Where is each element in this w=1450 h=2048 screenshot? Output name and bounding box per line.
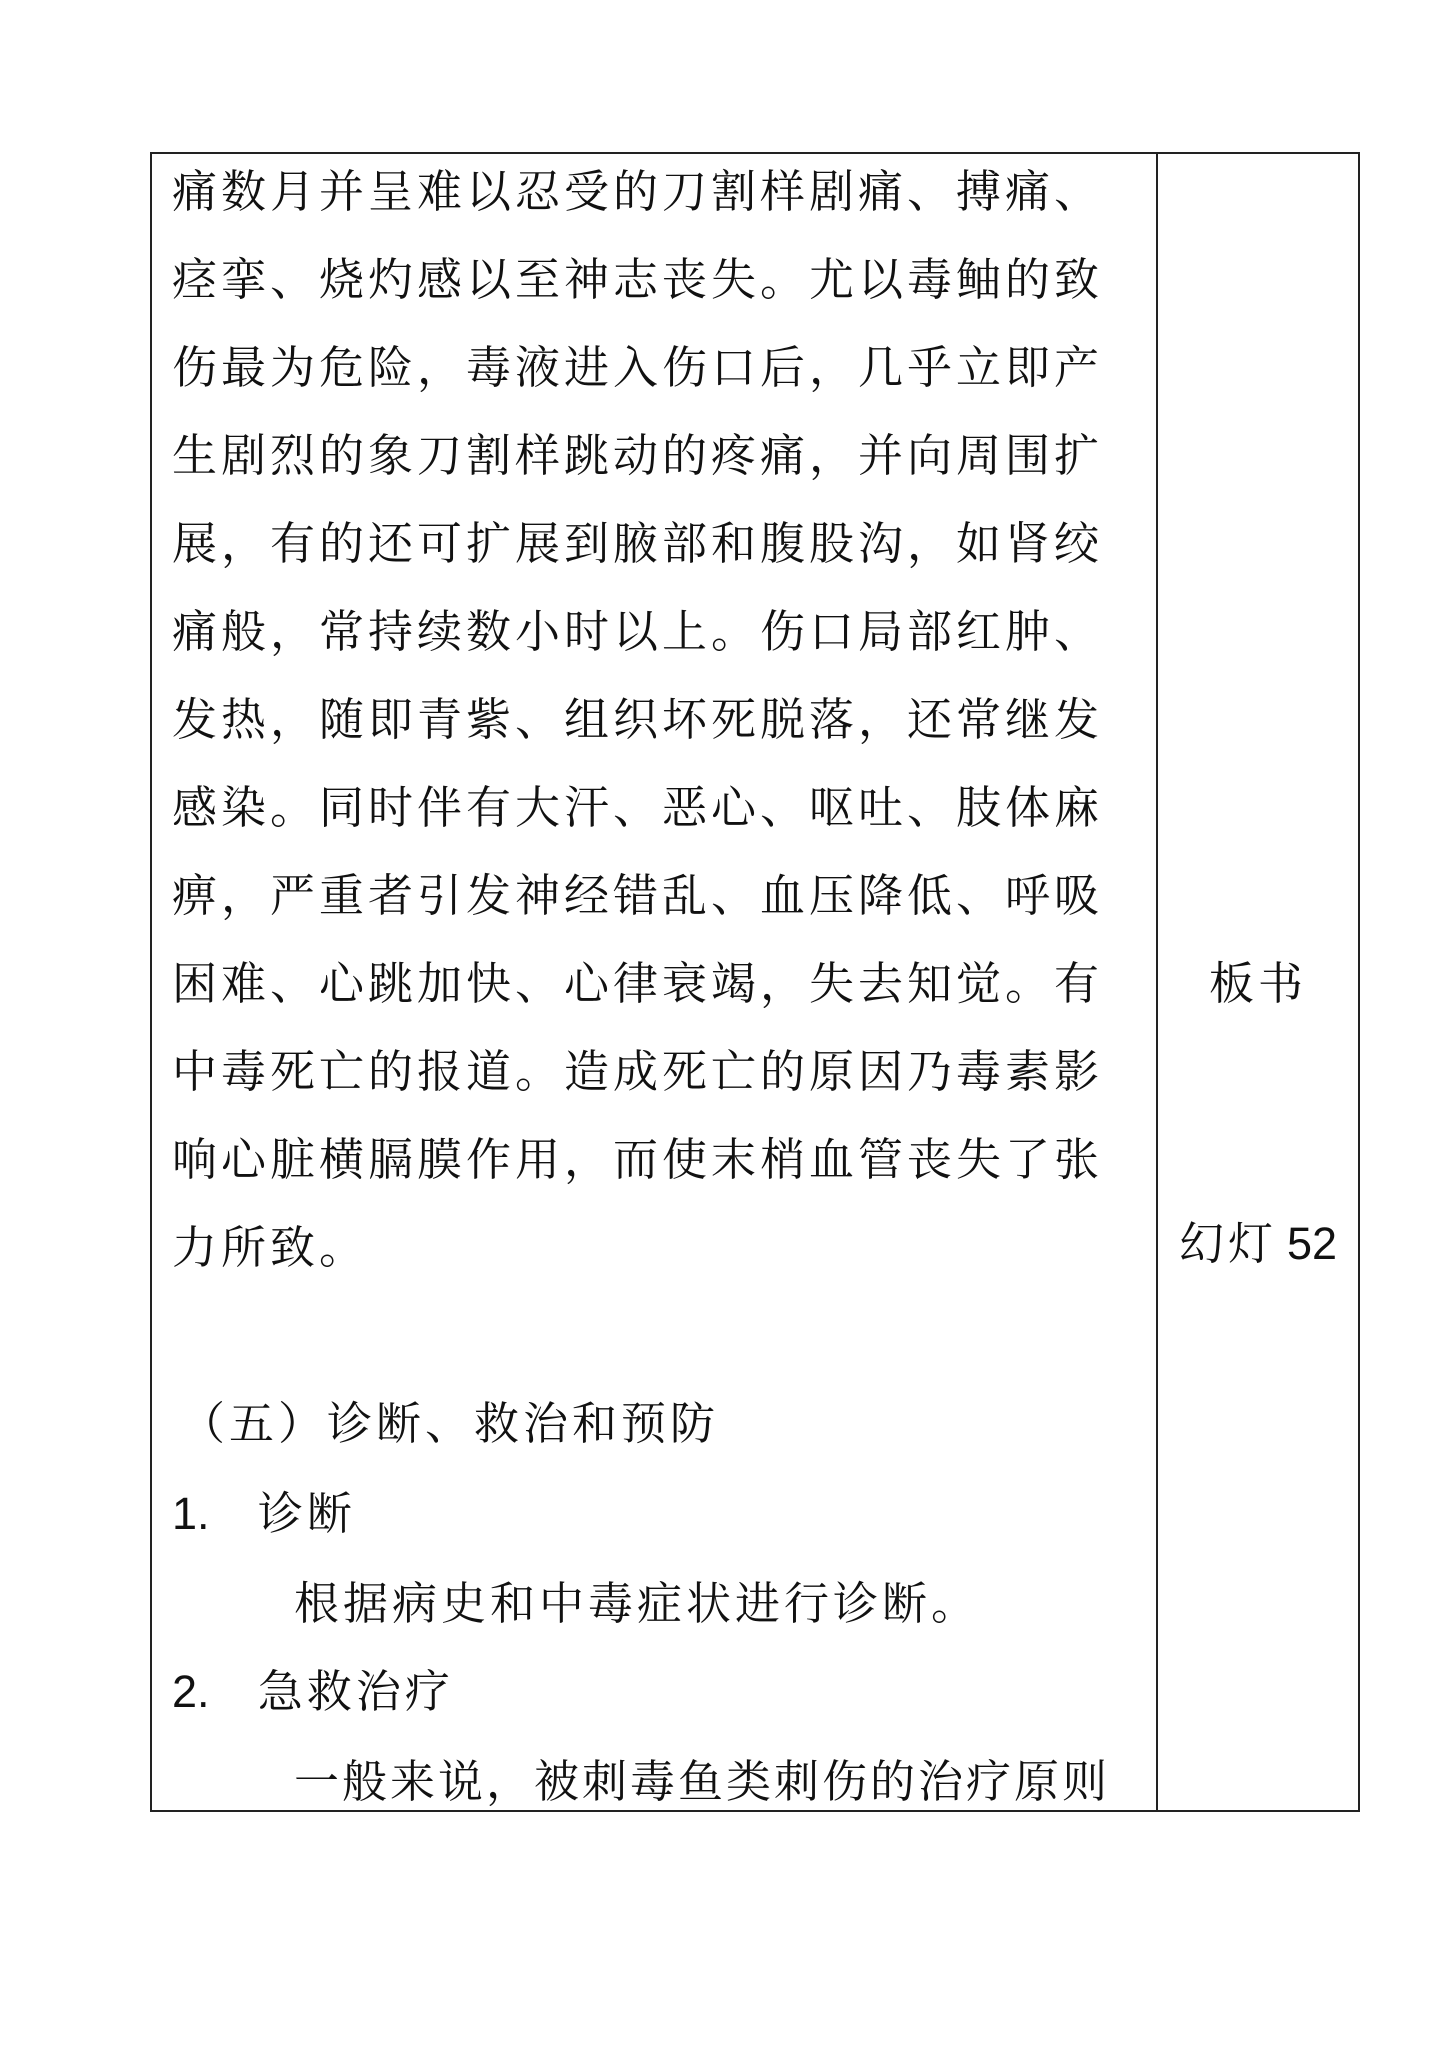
paragraph-line: 力所致。 xyxy=(172,1221,369,1274)
item2-number: 2. xyxy=(172,1666,210,1717)
paragraph-line: 中毒死亡的报道。造成死亡的原因乃毒素影 xyxy=(172,1045,1104,1098)
paragraph-line: 伤最为危险，毒液进入伤口后，几乎立即产 xyxy=(172,341,1104,394)
blackboard-note: 板书 xyxy=(1208,957,1307,1010)
paragraph-line: 生剧烈的象刀割样跳动的疼痛，并向周围扩 xyxy=(172,429,1104,482)
lesson-table xyxy=(150,152,1360,1812)
item1-title: 诊断 xyxy=(257,1487,356,1540)
slide-number: 52 xyxy=(1286,1218,1338,1269)
paragraph-line: 痛数月并呈难以忍受的刀割样剧痛、搏痛、 xyxy=(172,165,1104,218)
paragraph-line: 感染。同时伴有大汗、恶心、呕吐、肢体麻 xyxy=(172,781,1104,834)
paragraph-line: 发热，随即青紫、组织坏死脱落，还常继发 xyxy=(172,693,1104,746)
content-cell xyxy=(152,154,1158,1810)
slide-note xyxy=(1158,1214,1358,1274)
item2-title: 急救治疗 xyxy=(257,1665,454,1718)
item1-heading xyxy=(172,1484,356,1544)
paragraph-line: 痉挛、烧灼感以至神志丧失。尤以毒鲉的致 xyxy=(172,253,1104,306)
paragraph-line: 痹，严重者引发神经错乱、血压降低、呼吸 xyxy=(172,869,1104,922)
item2-text: 一般来说，被刺毒鱼类刺伤的治疗原则 xyxy=(294,1755,1111,1808)
paragraph-line: 展，有的还可扩展到腋部和腹股沟，如肾绞 xyxy=(172,517,1104,570)
item1-text: 根据病史和中毒症状进行诊断。 xyxy=(294,1577,981,1630)
slide-note-label: 幻灯 xyxy=(1178,1217,1277,1270)
paragraph-line: 痛般，常持续数小时以上。伤口局部红肿、 xyxy=(172,605,1104,658)
item2-heading xyxy=(172,1662,454,1722)
paragraph-line: 响心脏横膈膜作用，而使末梢血管丧失了张 xyxy=(172,1133,1104,1186)
item1-number: 1. xyxy=(172,1488,210,1539)
side-note-cell xyxy=(1158,154,1358,1810)
section-heading: （五）诊断、救治和预防 xyxy=(180,1397,720,1450)
paragraph-line: 困难、心跳加快、心律衰竭，失去知觉。有 xyxy=(172,957,1104,1010)
